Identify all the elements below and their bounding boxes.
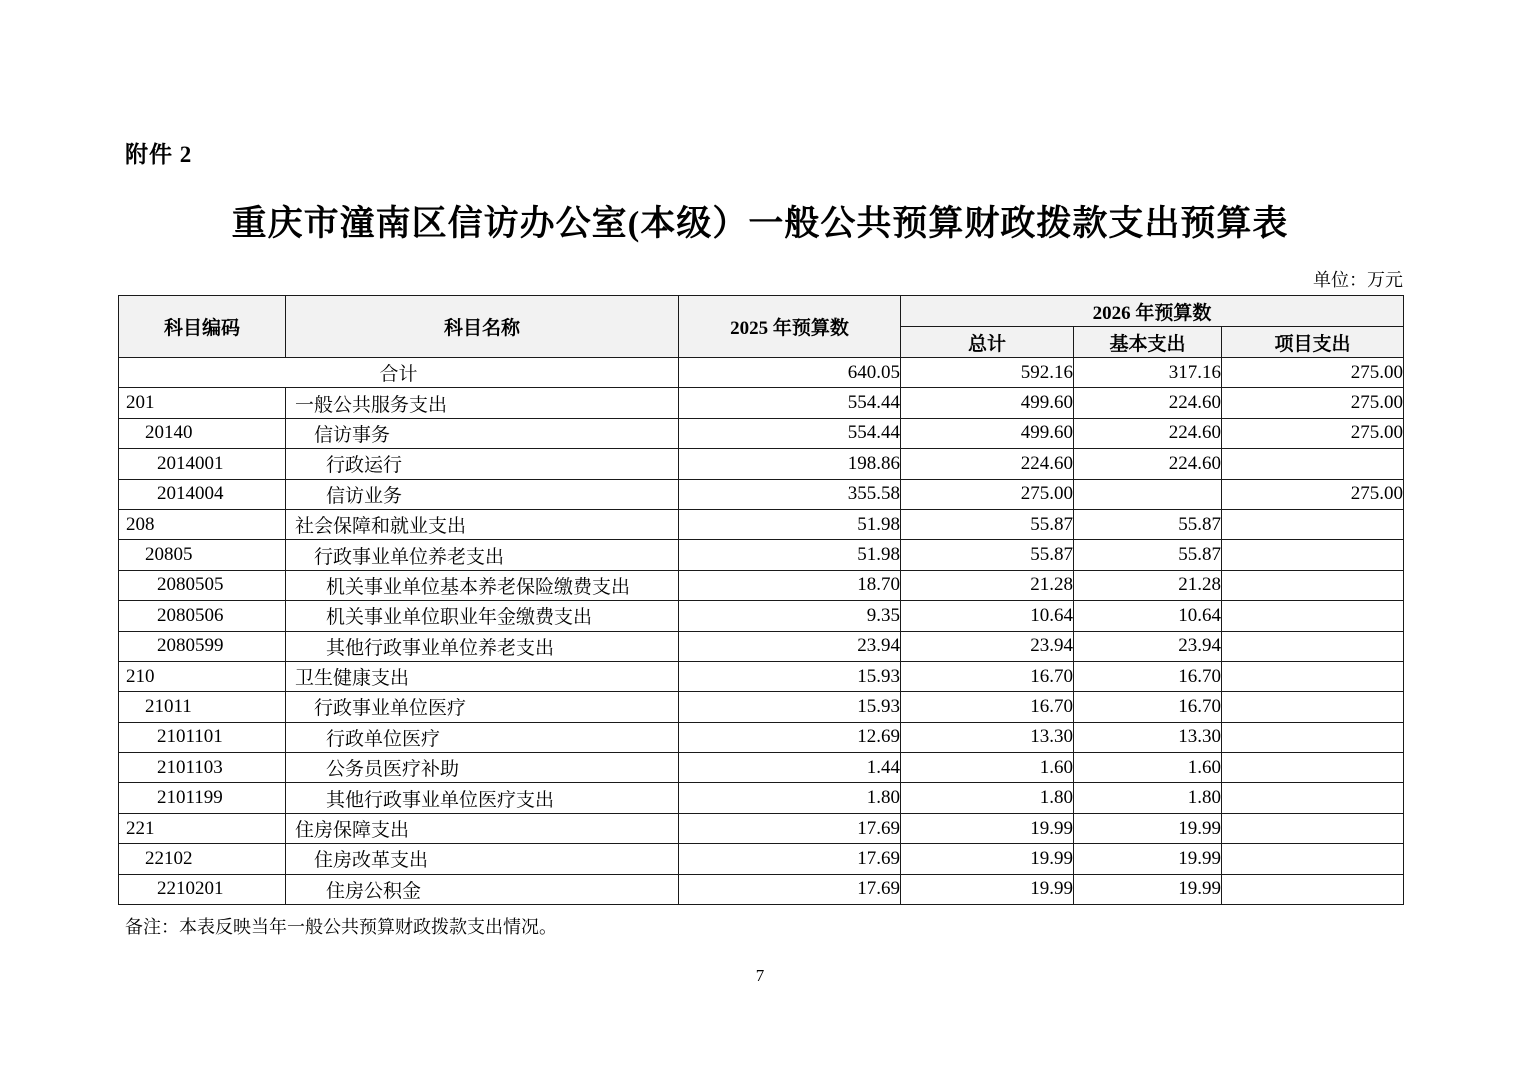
- cell-name: 卫生健康支出: [286, 661, 679, 691]
- table-row: [119, 570, 1404, 600]
- cell-project: [1222, 813, 1404, 843]
- cell-code: 21011: [119, 692, 286, 722]
- cell-v2025: 198.86: [679, 449, 901, 479]
- cell-total: 55.87: [901, 509, 1074, 539]
- cell-v2025: 51.98: [679, 509, 901, 539]
- cell-total: 19.99: [901, 813, 1074, 843]
- cell-project: [1222, 509, 1404, 539]
- cell-basic: 224.60: [1074, 418, 1222, 448]
- table-header: [119, 296, 1404, 358]
- cell-basic: 224.60: [1074, 388, 1222, 418]
- cell-name: 住房公积金: [286, 874, 679, 904]
- budget-table: [118, 295, 1404, 905]
- cell-code: 2080505: [119, 570, 286, 600]
- cell-total: 16.70: [901, 661, 1074, 691]
- cell-code: 201: [119, 388, 286, 418]
- col-header-basic: 基本支出: [1074, 327, 1222, 358]
- cell-name: 机关事业单位基本养老保险缴费支出: [286, 570, 679, 600]
- cell-project: [1222, 753, 1404, 783]
- cell-total: 19.99: [901, 844, 1074, 874]
- cell-name: 行政运行: [286, 449, 679, 479]
- cell-v2025: 1.44: [679, 753, 901, 783]
- cell-name: 住房保障支出: [286, 813, 679, 843]
- col-header-code: 科目编码: [119, 296, 286, 358]
- cell-v2025: 17.69: [679, 844, 901, 874]
- cell-v2025: 640.05: [679, 358, 901, 388]
- cell-project: 275.00: [1222, 358, 1404, 388]
- cell-v2025: 51.98: [679, 540, 901, 570]
- cell-name: 社会保障和就业支出: [286, 509, 679, 539]
- cell-name: 一般公共服务支出: [286, 388, 679, 418]
- table-row: [119, 874, 1404, 904]
- cell-project: [1222, 570, 1404, 600]
- cell-basic: 13.30: [1074, 722, 1222, 752]
- cell-total: 224.60: [901, 449, 1074, 479]
- footer-note: 备注：本表反映当年一般公共预算财政拨款支出情况。: [125, 917, 557, 937]
- cell-project: [1222, 661, 1404, 691]
- table-row: [119, 661, 1404, 691]
- cell-basic: 16.70: [1074, 661, 1222, 691]
- cell-basic: [1074, 479, 1222, 509]
- cell-v2025: 17.69: [679, 813, 901, 843]
- cell-basic: 16.70: [1074, 692, 1222, 722]
- cell-v2025: 355.58: [679, 479, 901, 509]
- cell-v2025: 23.94: [679, 631, 901, 661]
- cell-name: 公务员医疗补助: [286, 753, 679, 783]
- cell-total: 275.00: [901, 479, 1074, 509]
- cell-project: [1222, 783, 1404, 813]
- cell-v2025: 9.35: [679, 601, 901, 631]
- table-row: [119, 358, 1404, 388]
- cell-basic: 55.87: [1074, 509, 1222, 539]
- cell-code: 2014004: [119, 479, 286, 509]
- cell-code: 20140: [119, 418, 286, 448]
- cell-project: [1222, 631, 1404, 661]
- table-row: [119, 844, 1404, 874]
- cell-total: 16.70: [901, 692, 1074, 722]
- cell-project: 275.00: [1222, 418, 1404, 448]
- cell-code: 20805: [119, 540, 286, 570]
- cell-code: 208: [119, 509, 286, 539]
- cell-code: 2080599: [119, 631, 286, 661]
- cell-basic: 19.99: [1074, 813, 1222, 843]
- cell-basic: 317.16: [1074, 358, 1222, 388]
- cell-total: 499.60: [901, 418, 1074, 448]
- cell-code: 221: [119, 813, 286, 843]
- table-row: [119, 813, 1404, 843]
- cell-project: [1222, 874, 1404, 904]
- cell-total: 55.87: [901, 540, 1074, 570]
- cell-code: 210: [119, 661, 286, 691]
- table-row: [119, 783, 1404, 813]
- table-row: [119, 509, 1404, 539]
- col-header-project: 项目支出: [1222, 327, 1404, 358]
- cell-v2025: 15.93: [679, 661, 901, 691]
- page-title: 重庆市潼南区信访办公室(本级）一般公共预算财政拨款支出预算表: [231, 204, 1289, 243]
- cell-basic: 21.28: [1074, 570, 1222, 600]
- cell-name: 行政单位医疗: [286, 722, 679, 752]
- table-row: [119, 540, 1404, 570]
- page-number: 7: [755, 966, 765, 985]
- cell-basic: 55.87: [1074, 540, 1222, 570]
- col-header-2026-group: 2026 年预算数: [901, 296, 1404, 327]
- cell-basic: 23.94: [1074, 631, 1222, 661]
- col-header-name: 科目名称: [286, 296, 679, 358]
- cell-total: 499.60: [901, 388, 1074, 418]
- cell-project: [1222, 722, 1404, 752]
- cell-total: 1.60: [901, 753, 1074, 783]
- cell-code: 2080506: [119, 601, 286, 631]
- cell-code: 2101199: [119, 783, 286, 813]
- cell-project: 275.00: [1222, 388, 1404, 418]
- table-row: [119, 692, 1404, 722]
- cell-name: 行政事业单位医疗: [286, 692, 679, 722]
- cell-project: [1222, 540, 1404, 570]
- cell-total: 10.64: [901, 601, 1074, 631]
- cell-total-label: 合计: [119, 358, 679, 388]
- cell-name: 行政事业单位养老支出: [286, 540, 679, 570]
- header-row-1: [119, 296, 1404, 327]
- cell-v2025: 17.69: [679, 874, 901, 904]
- table-row: [119, 631, 1404, 661]
- table-row: [119, 722, 1404, 752]
- cell-project: [1222, 449, 1404, 479]
- cell-name: 其他行政事业单位医疗支出: [286, 783, 679, 813]
- cell-name: 信访事务: [286, 418, 679, 448]
- cell-basic: 224.60: [1074, 449, 1222, 479]
- cell-v2025: 12.69: [679, 722, 901, 752]
- cell-v2025: 15.93: [679, 692, 901, 722]
- cell-code: 2014001: [119, 449, 286, 479]
- cell-project: [1222, 601, 1404, 631]
- cell-total: 19.99: [901, 874, 1074, 904]
- cell-total: 21.28: [901, 570, 1074, 600]
- cell-project: 275.00: [1222, 479, 1404, 509]
- cell-v2025: 554.44: [679, 388, 901, 418]
- table-body: [119, 358, 1404, 905]
- table-row: [119, 388, 1404, 418]
- cell-name: 住房改革支出: [286, 844, 679, 874]
- cell-project: [1222, 692, 1404, 722]
- unit-label: 单位：万元: [1313, 270, 1403, 290]
- cell-basic: 10.64: [1074, 601, 1222, 631]
- col-header-2025: 2025 年预算数: [679, 296, 901, 358]
- table-row: [119, 753, 1404, 783]
- cell-basic: 1.80: [1074, 783, 1222, 813]
- cell-code: 22102: [119, 844, 286, 874]
- table-row: [119, 449, 1404, 479]
- cell-total: 592.16: [901, 358, 1074, 388]
- cell-name: 信访业务: [286, 479, 679, 509]
- cell-code: 2210201: [119, 874, 286, 904]
- cell-v2025: 18.70: [679, 570, 901, 600]
- cell-basic: 1.60: [1074, 753, 1222, 783]
- cell-total: 1.80: [901, 783, 1074, 813]
- cell-v2025: 1.80: [679, 783, 901, 813]
- table-row: [119, 601, 1404, 631]
- cell-basic: 19.99: [1074, 874, 1222, 904]
- cell-total: 23.94: [901, 631, 1074, 661]
- cell-name: 机关事业单位职业年金缴费支出: [286, 601, 679, 631]
- col-header-total: 总计: [901, 327, 1074, 358]
- cell-code: 2101101: [119, 722, 286, 752]
- cell-name: 其他行政事业单位养老支出: [286, 631, 679, 661]
- attachment-label: 附件 2: [125, 142, 193, 167]
- cell-code: 2101103: [119, 753, 286, 783]
- table-row: [119, 418, 1404, 448]
- table-row: [119, 479, 1404, 509]
- cell-v2025: 554.44: [679, 418, 901, 448]
- cell-total: 13.30: [901, 722, 1074, 752]
- cell-project: [1222, 844, 1404, 874]
- cell-basic: 19.99: [1074, 844, 1222, 874]
